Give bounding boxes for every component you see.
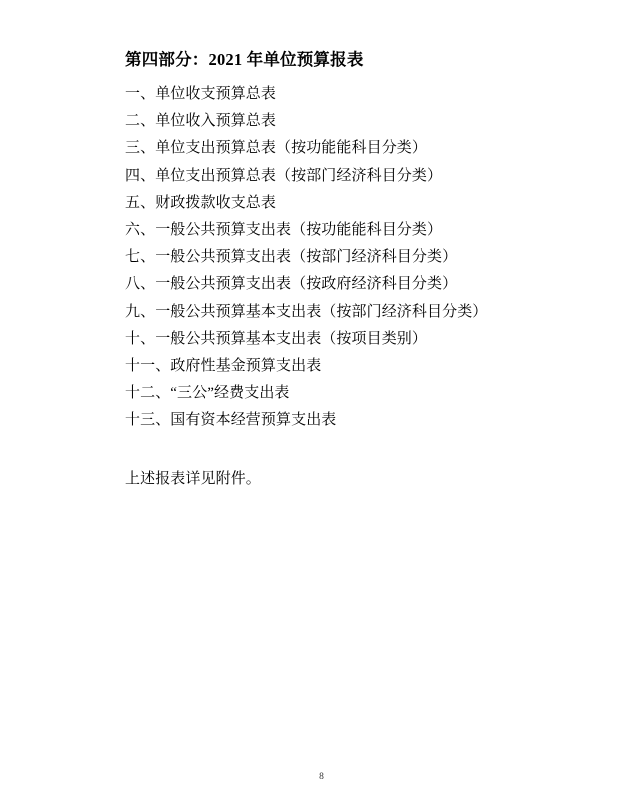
page-title: 第四部分：2021 年单位预算报表 — [125, 50, 364, 69]
list-item: 一、单位收支预算总表 — [125, 86, 277, 103]
list-item: 十、一般公共预算基本支出表（按项目类别） — [125, 330, 428, 347]
list-item: 三、单位支出预算总表（按功能能科目分类） — [125, 140, 428, 157]
page-number: 8 — [319, 772, 324, 782]
list-item: 十三、国有资本经营预算支出表 — [125, 412, 337, 429]
list-item: 十二、“三公”经费支出表 — [125, 385, 290, 402]
list-item: 十一、政府性基金预算支出表 — [125, 357, 322, 374]
closing-note: 上述报表详见附件。 — [125, 470, 261, 487]
list-item: 五、财政拨款收支总表 — [125, 194, 277, 211]
list-item: 六、一般公共预算支出表（按功能能科目分类） — [125, 222, 443, 239]
list-item: 七、一般公共预算支出表（按部门经济科目分类） — [125, 249, 458, 266]
list-item: 八、一般公共预算支出表（按政府经济科目分类） — [125, 276, 458, 293]
table-of-contents — [125, 87, 595, 440]
list-item: 四、单位支出预算总表（按部门经济科目分类） — [125, 167, 443, 184]
list-item: 九、一般公共预算基本支出表（按部门经济科目分类） — [125, 303, 488, 320]
page-content — [125, 48, 595, 505]
list-item: 二、单位收入预算总表 — [125, 113, 277, 130]
